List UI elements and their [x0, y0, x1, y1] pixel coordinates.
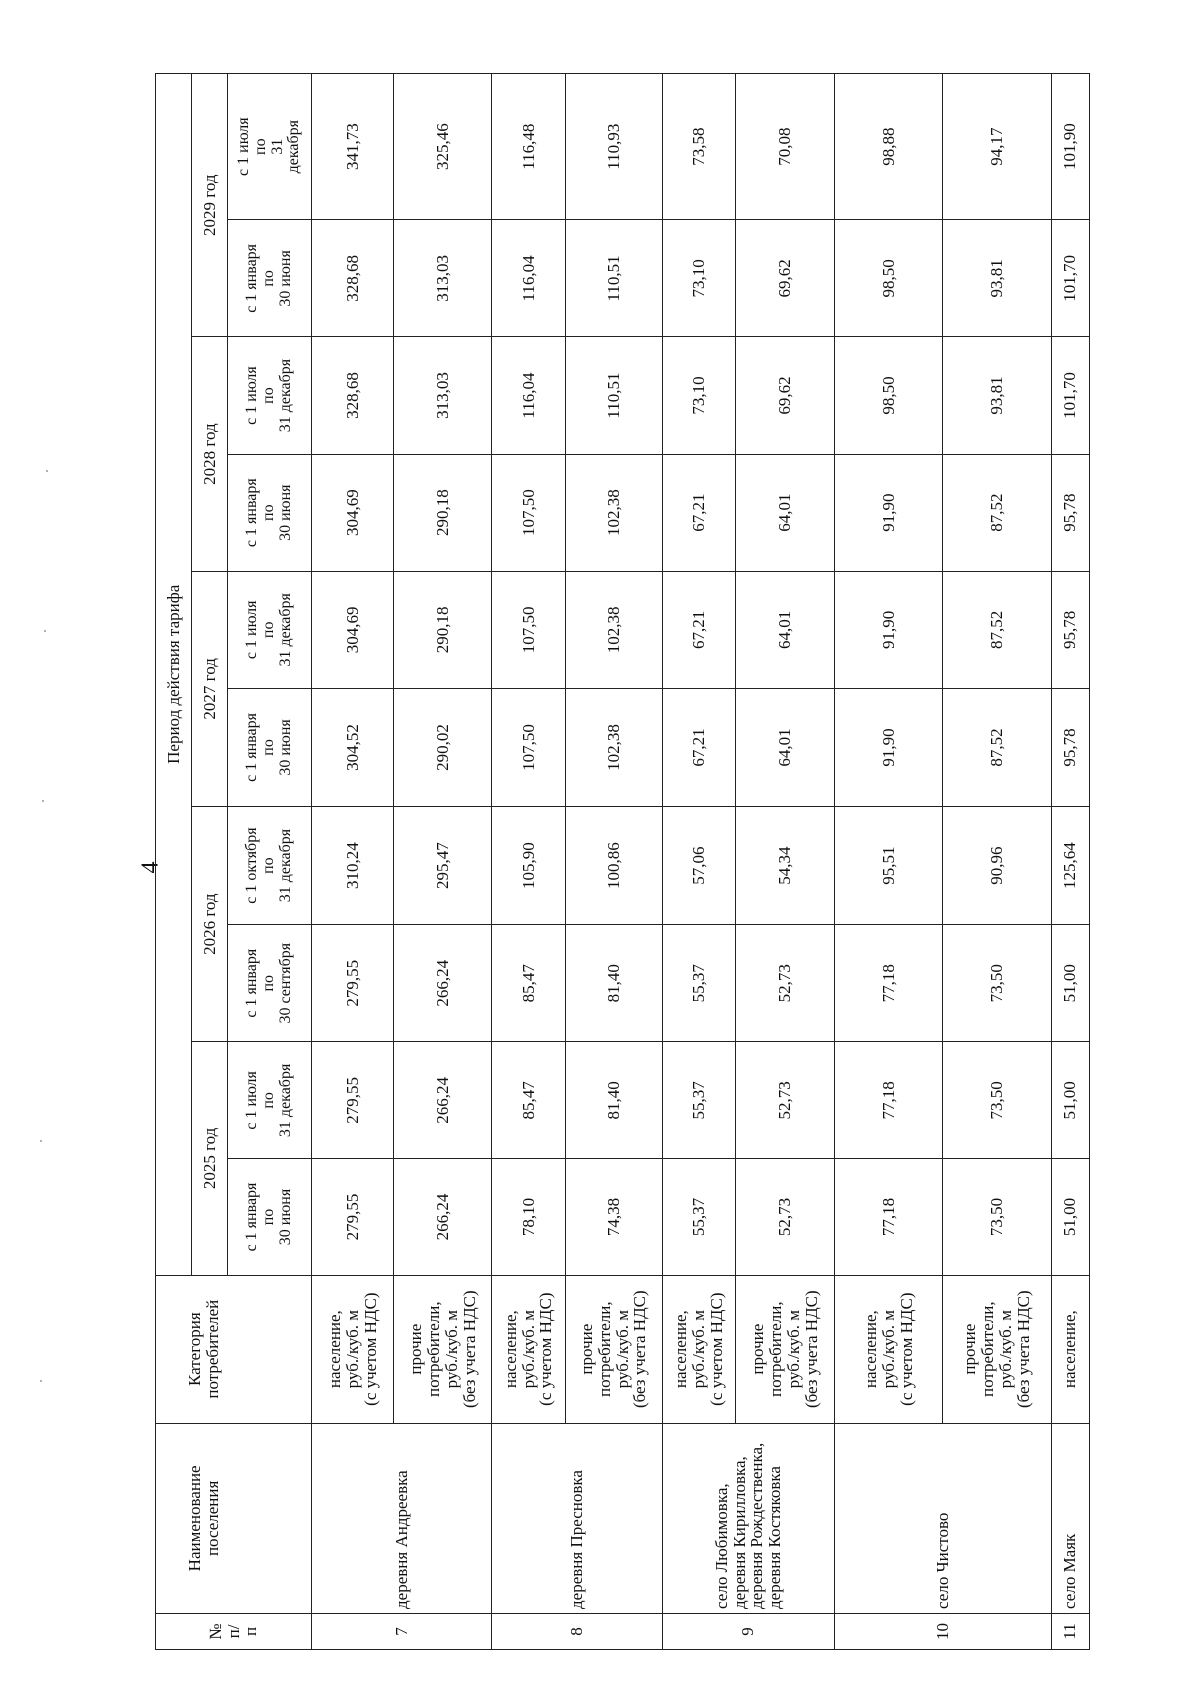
subperiod-line: по — [260, 1092, 278, 1109]
tariff-value: 310,24 — [312, 807, 394, 925]
subperiod-header — [228, 807, 312, 925]
category-line: (с учетом НДС) — [896, 1292, 916, 1406]
settlement-name — [835, 1423, 1051, 1613]
tariff-value: 70,08 — [735, 74, 834, 220]
tariff-table — [155, 73, 1090, 1650]
subperiod-line: 31 декабря — [276, 358, 294, 433]
tariff-value: 304,69 — [312, 571, 394, 688]
tariff-value: 90,96 — [943, 807, 1051, 925]
settlement-name-line: село Чистово — [932, 1512, 952, 1609]
table-row — [312, 74, 394, 1650]
tariff-value: 110,51 — [565, 337, 662, 454]
tariff-value: 102,38 — [565, 688, 662, 806]
subperiod-header — [228, 571, 312, 688]
tariff-value: 64,01 — [735, 454, 834, 571]
tariff-value: 77,18 — [835, 1159, 943, 1275]
tariff-value: 52,73 — [735, 1159, 834, 1275]
subperiod-line: 30 июня — [276, 719, 294, 776]
tariff-value: 77,18 — [835, 925, 943, 1042]
tariff-value: 87,52 — [943, 571, 1051, 688]
settlement-name-line: село Маяк — [1060, 1533, 1080, 1609]
category-line: руб./куб. м — [995, 1309, 1015, 1389]
subperiod-line: с 1 июля — [243, 366, 261, 425]
tariff-value: 110,51 — [565, 220, 662, 337]
tariff-value: 325,46 — [394, 74, 492, 220]
row-number: 7 — [312, 1613, 492, 1649]
table-row — [735, 74, 834, 1650]
subperiod-line: с 1 июля — [234, 117, 252, 176]
category-line: население, — [1060, 1310, 1080, 1389]
row-number: 11 — [1051, 1613, 1089, 1649]
tariff-value: 266,24 — [394, 925, 492, 1042]
subperiod-header — [228, 925, 312, 1042]
category-line: (без учета НДС) — [1013, 1290, 1033, 1409]
tariff-value: 77,18 — [835, 1042, 943, 1159]
category-line: население, — [860, 1310, 880, 1389]
tariff-value: 102,38 — [565, 571, 662, 688]
subperiod-line: с 1 июля — [243, 600, 261, 660]
subperiod-line: 31 декабря — [276, 1063, 294, 1138]
row-number: 10 — [835, 1613, 1051, 1649]
tariff-value: 87,52 — [943, 688, 1051, 806]
year-header: 2028 год — [192, 337, 228, 571]
subperiod-line: с 1 июля — [243, 1071, 261, 1130]
subperiod-line: 30 сентября — [276, 942, 294, 1024]
row-number: 9 — [662, 1613, 835, 1649]
tariff-value: 304,69 — [312, 454, 394, 571]
tariff-value: 93,81 — [943, 337, 1051, 454]
table-row — [565, 74, 662, 1650]
category-cell — [492, 1275, 565, 1423]
tariff-value: 266,24 — [394, 1042, 492, 1159]
settlement-name — [662, 1423, 835, 1613]
subperiod-header — [228, 1159, 312, 1275]
category-cell — [835, 1275, 943, 1423]
tariff-value: 73,50 — [943, 1042, 1051, 1159]
tariff-value: 105,90 — [492, 807, 565, 925]
table-row — [1051, 74, 1089, 1650]
subperiod-line: с 1 января — [243, 1182, 261, 1252]
category-line: (с учетом НДС) — [536, 1292, 556, 1406]
category-cell — [662, 1275, 735, 1423]
category-line: руб./куб. м — [688, 1309, 708, 1389]
subperiod-line: с 1 января — [243, 243, 261, 313]
category-cell — [394, 1275, 492, 1423]
tariff-value: 69,62 — [735, 220, 834, 337]
tariff-value: 81,40 — [565, 1042, 662, 1159]
tariff-value: 73,10 — [662, 220, 735, 337]
tariff-value: 279,55 — [312, 1159, 394, 1275]
category-line: потребители, — [766, 1301, 786, 1397]
tariff-value: 313,03 — [394, 220, 492, 337]
tariff-value: 290,18 — [394, 454, 492, 571]
settlement-name-line: деревня Кирилловка, — [729, 1456, 749, 1609]
tariff-value: 73,10 — [662, 337, 735, 454]
header-num: № п/ п — [156, 1613, 312, 1649]
tariff-value: 91,90 — [835, 688, 943, 806]
tariff-value: 304,52 — [312, 688, 394, 806]
tariff-value: 98,88 — [835, 74, 943, 220]
tariff-value: 116,04 — [492, 337, 565, 454]
subperiod-line: 30 июня — [276, 484, 294, 541]
tariff-value: 51,00 — [1051, 1042, 1089, 1159]
tariff-value: 51,00 — [1051, 925, 1089, 1042]
tariff-value: 100,86 — [565, 807, 662, 925]
subperiod-line: по — [260, 739, 278, 756]
tariff-value: 101,90 — [1051, 74, 1089, 220]
tariff-value: 107,50 — [492, 454, 565, 571]
table-row — [943, 74, 1051, 1650]
tariff-value: 107,50 — [492, 571, 565, 688]
category-line: (без учета НДС) — [801, 1290, 821, 1409]
tariff-value: 98,50 — [835, 220, 943, 337]
tariff-value: 55,37 — [662, 925, 735, 1042]
tariff-value: 279,55 — [312, 1042, 394, 1159]
category-line: потребители, — [424, 1301, 443, 1397]
tariff-value: 125,64 — [1051, 807, 1089, 925]
category-line: руб./куб. м — [518, 1309, 538, 1389]
tariff-value: 95,78 — [1051, 571, 1089, 688]
tariff-value: 95,78 — [1051, 688, 1089, 806]
tariff-value: 78,10 — [492, 1159, 565, 1275]
tariff-value: 52,73 — [735, 1042, 834, 1159]
tariff-value: 101,70 — [1051, 220, 1089, 337]
subperiod-header — [228, 688, 312, 806]
settlement-name — [312, 1423, 492, 1613]
category-line: потребители, — [594, 1301, 614, 1397]
tariff-value: 290,02 — [394, 688, 492, 806]
subperiod-line: по — [260, 504, 278, 521]
category-line: прочие — [576, 1323, 596, 1375]
tariff-value: 85,47 — [492, 1042, 565, 1159]
scan-speck — [40, 1140, 42, 1142]
tariff-value: 341,73 — [312, 74, 394, 220]
category-cell — [1051, 1275, 1089, 1423]
tariff-value: 279,55 — [312, 925, 394, 1042]
tariff-value: 74,38 — [565, 1159, 662, 1275]
tariff-value: 101,70 — [1051, 337, 1089, 454]
tariff-value: 95,78 — [1051, 454, 1089, 571]
settlement-name-line: деревня Костяковка — [765, 1466, 785, 1609]
tariff-value: 102,38 — [565, 454, 662, 571]
subperiod-line: 30 июня — [276, 250, 294, 307]
tariff-value: 94,17 — [943, 74, 1051, 220]
header-settlement: Наименование поселения — [156, 1423, 312, 1613]
subperiod-line: по — [260, 1208, 278, 1226]
tariff-value: 67,21 — [662, 688, 735, 806]
settlement-name — [492, 1423, 662, 1613]
subperiod-line: 31 декабря — [276, 593, 294, 667]
tariff-value: 67,21 — [662, 454, 735, 571]
year-header: 2029 год — [192, 74, 228, 337]
subperiod-line: с 1 января — [243, 478, 261, 548]
settlement-name-line: деревня Пресновка — [567, 1470, 587, 1609]
tariff-value: 67,21 — [662, 571, 735, 688]
tariff-value: 85,47 — [492, 925, 565, 1042]
tariff-value: 290,18 — [394, 571, 492, 688]
subperiod-line: 30 июня — [276, 1188, 294, 1246]
subperiod-header — [228, 1042, 312, 1159]
category-line: руб./куб. м — [784, 1309, 804, 1389]
subperiod-line: по — [260, 270, 278, 287]
subperiod-line: с 1 января — [243, 948, 261, 1018]
tariff-value: 93,81 — [943, 220, 1051, 337]
rotated-table-wrapper — [155, 73, 1090, 1650]
subperiod-header — [228, 454, 312, 571]
category-cell — [312, 1275, 394, 1423]
tariff-value: 73,50 — [943, 925, 1051, 1042]
tariff-value: 116,04 — [492, 220, 565, 337]
category-line: прочие — [960, 1323, 980, 1375]
year-header: 2027 год — [192, 571, 228, 806]
tariff-value: 328,68 — [312, 337, 394, 454]
settlement-name-line: деревня Андреевка — [391, 1470, 411, 1609]
category-line: население, — [324, 1310, 344, 1389]
subperiod-line: по — [260, 857, 278, 874]
subperiod-line: по — [260, 974, 278, 992]
category-line: руб./куб. м — [612, 1309, 632, 1389]
category-line: население, — [500, 1310, 520, 1389]
subperiod-line: декабря — [285, 119, 303, 174]
scan-speck — [46, 470, 48, 472]
subperiod-line: по — [260, 621, 278, 639]
category-line: (с учетом НДС) — [706, 1292, 726, 1406]
tariff-value: 110,93 — [565, 74, 662, 220]
category-line: руб./куб. м — [441, 1309, 461, 1389]
table-row — [835, 74, 943, 1650]
table-row — [662, 74, 735, 1650]
page-number: 4 — [137, 861, 164, 874]
tariff-value: 81,40 — [565, 925, 662, 1042]
category-line: потребители, — [978, 1301, 998, 1397]
scan-speck — [42, 800, 44, 802]
tariff-value: 54,34 — [735, 807, 834, 925]
category-cell — [735, 1275, 834, 1423]
category-line: прочие — [748, 1323, 768, 1375]
tariff-value: 95,51 — [835, 807, 943, 925]
tariff-value: 266,24 — [394, 1159, 492, 1275]
tariff-value: 55,37 — [662, 1159, 735, 1275]
header-category: Категория потребителей — [156, 1275, 312, 1423]
subperiod-line: с 1 октября — [243, 827, 261, 904]
tariff-value: 64,01 — [735, 571, 834, 688]
subperiod-line: с 1 января — [243, 713, 261, 782]
category-cell — [565, 1275, 662, 1423]
tariff-value: 51,00 — [1051, 1159, 1089, 1275]
category-line: руб./куб. м — [342, 1309, 362, 1389]
tariff-value: 69,62 — [735, 337, 834, 454]
tariff-value: 107,50 — [492, 688, 565, 806]
tariff-value: 313,03 — [394, 337, 492, 454]
settlement-name-line: село Любимовка, — [711, 1483, 731, 1609]
tariff-value: 57,06 — [662, 807, 735, 925]
subperiod-line: по — [251, 138, 269, 155]
tariff-value: 87,52 — [943, 454, 1051, 571]
subperiod-header — [228, 74, 312, 220]
table-row — [394, 74, 492, 1650]
subperiod-line: 31 — [268, 138, 286, 155]
tariff-value: 116,48 — [492, 74, 565, 220]
category-line: (без учета НДС) — [459, 1290, 479, 1409]
row-number: 8 — [492, 1613, 662, 1649]
tariff-value: 98,50 — [835, 337, 943, 454]
tariff-value: 73,58 — [662, 74, 735, 220]
tariff-value: 64,01 — [735, 688, 834, 806]
category-line: руб./куб. м — [878, 1309, 898, 1389]
year-header: 2025 год — [192, 1042, 228, 1275]
scan-speck — [44, 630, 46, 632]
tariff-value: 91,90 — [835, 571, 943, 688]
tariff-value: 295,47 — [394, 807, 492, 925]
tariff-value: 328,68 — [312, 220, 394, 337]
tariff-value: 55,37 — [662, 1042, 735, 1159]
header-period: Период действия тарифа — [156, 74, 192, 1276]
scan-speck — [40, 1380, 42, 1382]
tariff-value: 73,50 — [943, 1159, 1051, 1275]
year-header: 2026 год — [192, 807, 228, 1042]
subperiod-header — [228, 220, 312, 337]
tariff-value: 91,90 — [835, 454, 943, 571]
settlement-name-line: деревня Рождественка, — [747, 1442, 767, 1609]
settlement-name — [1051, 1423, 1089, 1613]
subperiod-header — [228, 337, 312, 454]
table-row — [492, 74, 565, 1650]
category-line: (без учета НДС) — [630, 1290, 650, 1409]
subperiod-line: 31 декабря — [276, 828, 294, 903]
category-line: население, — [671, 1310, 690, 1389]
category-line: (с учетом НДС) — [360, 1292, 380, 1406]
tariff-value: 52,73 — [735, 925, 834, 1042]
subperiod-line: по — [260, 387, 278, 404]
category-cell — [943, 1275, 1051, 1423]
category-line: прочие — [406, 1323, 426, 1375]
